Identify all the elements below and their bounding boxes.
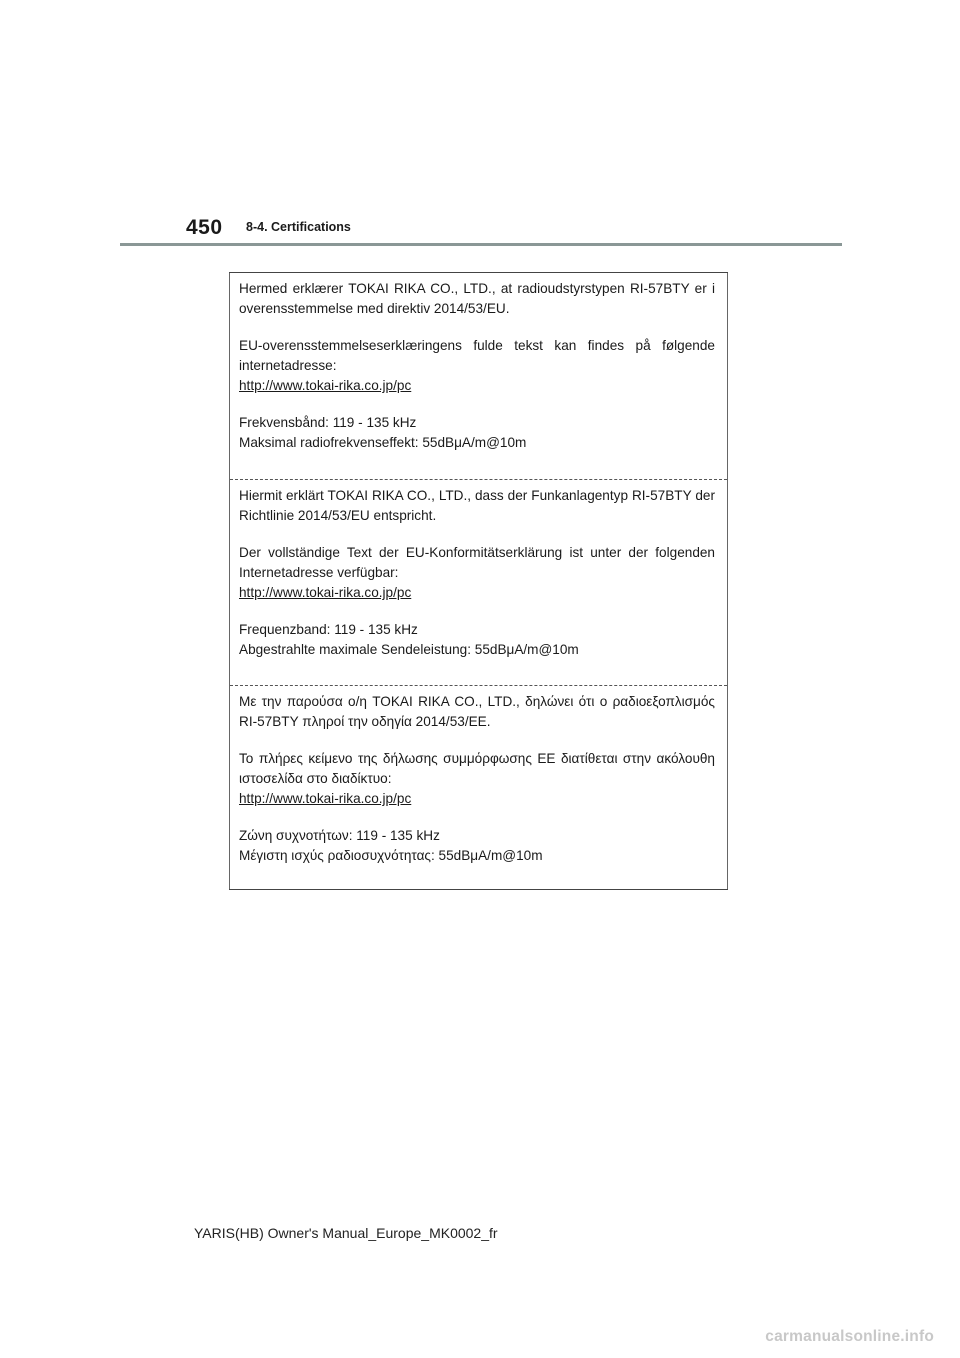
declaration-url-link[interactable]: http://www.tokai-rika.co.jp/pc <box>239 791 412 806</box>
declaration-danish <box>230 273 727 476</box>
full-text-notice: Το πλήρες κείμενο της δήλωσης συμμόρφωσης ΕΕ διατίθεται στην ακόλουθη ιστοσελίδα στο διαδίκτυο: <box>239 751 715 786</box>
declaration-url-link[interactable]: http://www.tokai-rika.co.jp/pc <box>239 585 412 600</box>
max-power: Μέγιστη ισχύς ραδιοσυχνότητας: 55dBμA/m@10m <box>239 848 543 863</box>
header-rule <box>120 243 842 246</box>
full-text-notice: Der vollständige Text der EU-Konformitätserklärung ist unter der folgenden Internetadresse verfügbar: <box>239 545 715 580</box>
watermark: carmanualsonline.info <box>765 1328 934 1345</box>
declaration-statement: Με την παρούσα ο/η TOKAI RIKA CO., LTD., δηλώνει ότι ο ραδιοεξοπλισμός RI-57BTY πληροί την οδηγία 2014/53/ΕΕ. <box>239 694 715 729</box>
declaration-statement: Hiermit erklärt TOKAI RIKA CO., LTD., dass der Funkanlagentyp RI-57BTY der Richtlinie 2014/53/EU entspricht. <box>239 488 715 523</box>
declaration-url-link[interactable]: http://www.tokai-rika.co.jp/pc <box>239 378 412 393</box>
declaration-statement: Hermed erklærer TOKAI RIKA CO., LTD., at radioudstyrstypen RI-57BTY er i overensstemmelse med direktiv 2014/53/EU. <box>239 281 715 316</box>
declaration-german <box>230 479 727 682</box>
declaration-greek <box>230 685 727 889</box>
page-number: 450 <box>186 216 223 239</box>
frequency-band: Frequenzband: 119 - 135 kHz <box>239 622 418 637</box>
max-power: Abgestrahlte maximale Sendeleistung: 55dBμA/m@10m <box>239 642 579 657</box>
frequency-band: Frekvensbånd: 119 - 135 kHz <box>239 415 417 430</box>
max-power: Maksimal radiofrekvenseffekt: 55dBμA/m@10m <box>239 435 527 450</box>
section-title: 8-4. Certifications <box>246 220 351 234</box>
full-text-notice: EU-overensstemmelseserklæringens fulde tekst kan findes på følgende internetadresse: <box>239 338 715 373</box>
footer-manual-id: YARIS(HB) Owner's Manual_Europe_MK0002_fr <box>194 1225 498 1241</box>
declaration-box <box>229 272 728 890</box>
frequency-band: Ζώνη συχνοτήτων: 119 - 135 kHz <box>239 828 440 843</box>
